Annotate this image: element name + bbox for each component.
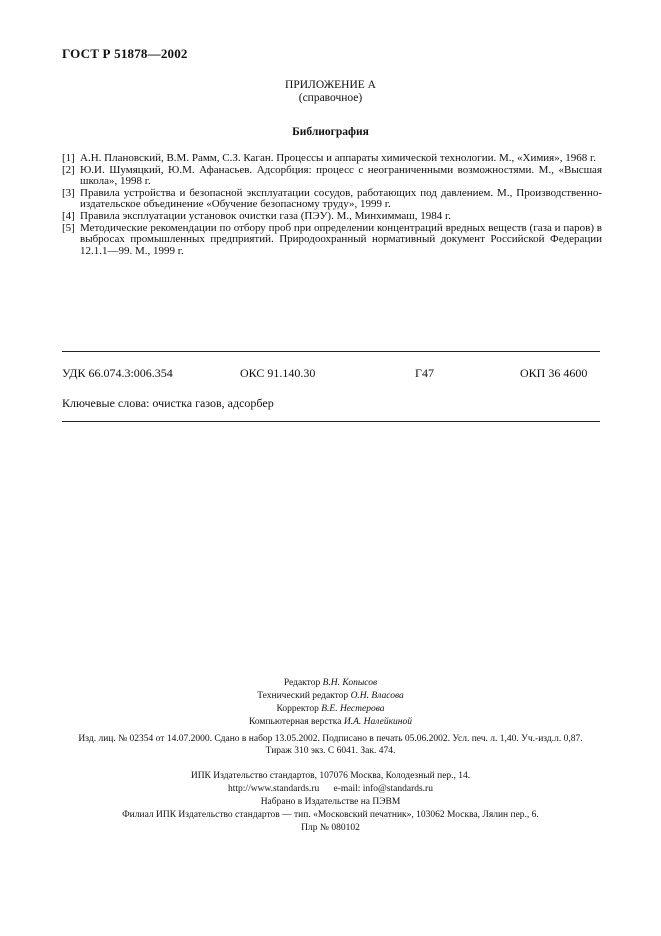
credit-role: Технический редактор (257, 691, 349, 701)
bibliography-title: Библиография (292, 126, 369, 138)
credit-layout (0, 716, 661, 729)
bibliography-item (62, 153, 602, 165)
bibliography-item-number: [2] (62, 163, 75, 176)
credit-role: Корректор (276, 704, 319, 714)
credit-tech-editor (0, 690, 661, 703)
publisher-branch: Филиал ИПК Издательство стандартов — тип. «Московский печатник», 103062 Москва, Лялин пер., 6. (122, 810, 539, 820)
credit-name: В.Н. Копысов (322, 678, 378, 688)
bibliography-item-text: Методические рекомендации по отбору проб при определении концентраций вредных веществ (газа и паров) в выбросах промышленных предприятий. Природоохранный нормативный документ Российской Федерации 12.1.1—99. М., 1999 г. (80, 221, 602, 257)
credit-name: И.А. Налейкиной (343, 717, 412, 727)
oks-code: ОКС 91.140.30 (240, 366, 316, 380)
credits-block (0, 677, 661, 729)
bibliography-item (62, 188, 602, 211)
credit-name: О.Н. Власова (350, 691, 404, 701)
bottom-divider (62, 421, 600, 422)
credit-proofreader (0, 703, 661, 716)
publisher-contacts: http://www.standards.ru e-mail: info@standards.ru (228, 784, 433, 794)
okp-code: ОКП 36 4600 (520, 366, 588, 380)
bibliography-item-text: Ю.И. Шумяцкий, Ю.М. Афанасьев. Адсорбция: процесс с неограниченными возможностями. М., «Высшая школа», 1998 г. (80, 163, 602, 188)
imprint-line-2: Тираж 310 экз. С 6041. Зак. 474. (265, 746, 396, 756)
publisher-license: Плр № 080102 (301, 823, 360, 833)
bibliography-item-number: [3] (62, 186, 75, 199)
bibliography-item-number: [1] (62, 152, 75, 164)
imprint-line-1: Изд. лиц. № 02354 от 14.07.2000. Сдано в набор 13.05.2002. Подписано в печать 05.06.2002. Усл. печ. л. 1,40. Уч.-изд.л. 0,87. (78, 734, 583, 744)
credit-name: В.Е. Нестерова (321, 704, 385, 714)
publisher-typeset: Набрано в Издательстве на ПЭВМ (260, 797, 401, 807)
bibliography-item (62, 223, 602, 258)
bibliography-item-text: Правила эксплуатации установок очистки газа (ПЭУ). М., Минхиммаш, 1984 г. (80, 209, 452, 222)
publisher-block (0, 770, 661, 835)
bibliography-item-text: Правила устройства и безопасной эксплуатации сосудов, работающих под давлением. М., Производственно-издательское объединение «Обучение безопасному труду», 1999 г. (80, 186, 602, 211)
bibliography-item (62, 211, 602, 223)
top-divider (62, 351, 600, 352)
credit-role: Компьютерная верстка (249, 717, 342, 727)
bibliography-list (62, 153, 602, 257)
bibliography-item-text: А.Н. Плановский, В.М. Рамм, С.З. Каган. Процессы и аппараты химической технологии. М., «Химия», 1968 г. (80, 152, 597, 164)
bibliography-item (62, 165, 602, 188)
bibliography-item-number: [4] (62, 209, 75, 222)
appendix-title: ПРИЛОЖЕНИЕ А (285, 79, 376, 91)
appendix-subtitle: (справочное) (298, 92, 363, 104)
udk-code: УДК 66.074.3:006.354 (62, 366, 173, 380)
standard-code: ГОСТ Р 51878—2002 (62, 46, 188, 61)
g-code: Г47 (415, 366, 434, 380)
keywords: Ключевые слова: очистка газов, адсорбер (62, 396, 274, 410)
credit-editor (0, 677, 661, 690)
bibliography-item-number: [5] (62, 221, 75, 234)
credit-role: Редактор (283, 678, 321, 688)
publisher-address: ИПК Издательство стандартов, 107076 Москва, Колодезный пер., 14. (190, 771, 471, 781)
